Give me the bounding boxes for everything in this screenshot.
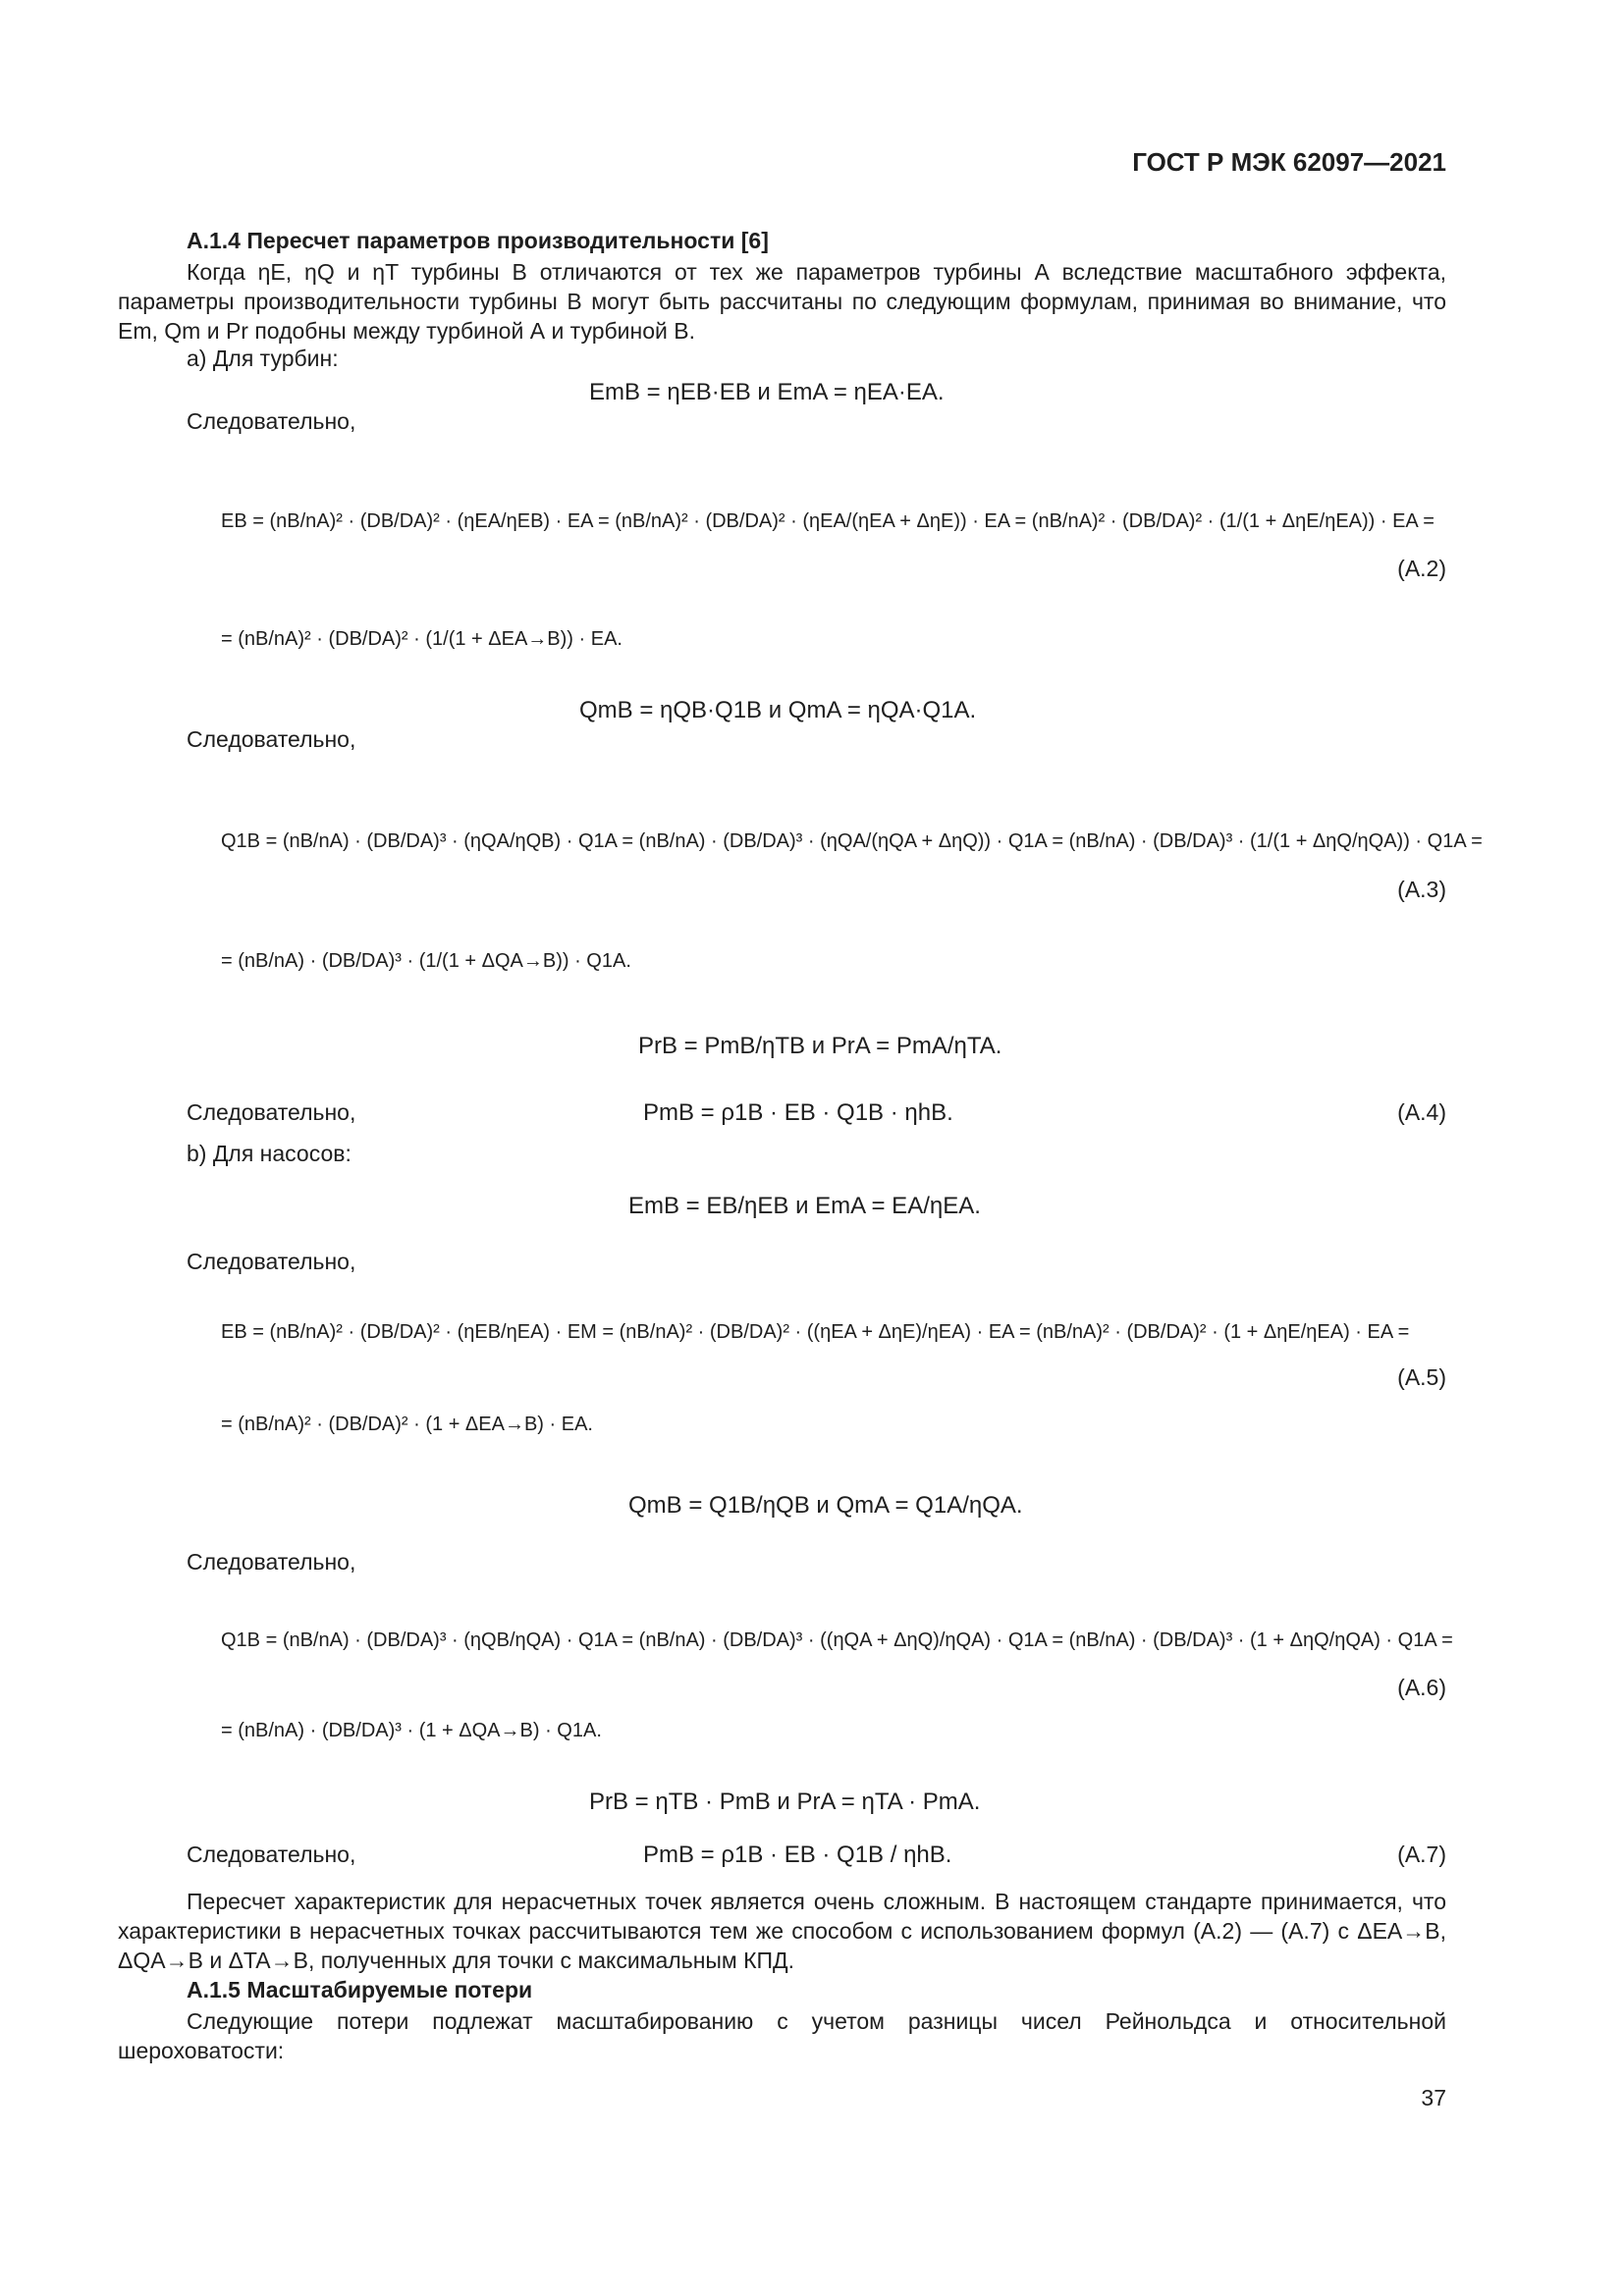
therefore-label-4: Следовательно, <box>187 1249 356 1274</box>
formula-a4: PmB = ρ1B · EB · Q1B · ηhB. <box>643 1099 953 1126</box>
formula-a3-line2: = (nB/nA) · (DB/DA)³ · (1/(1 + ΔQA→B)) · Q1A. <box>221 950 631 972</box>
formula-a2-line2: = (nB/nA)² · (DB/DA)² · (1/(1 + ΔEA→B)) · EA. <box>221 628 623 650</box>
formula-qm-pump: QmB = Q1B/ηQB и QmA = Q1A/ηQA. <box>628 1492 1023 1519</box>
formula-pr-turbine: PrB = PmB/ηTB и PrA = PmA/ηTA. <box>638 1033 1002 1059</box>
eq-number-a4: (А.4) <box>1397 1099 1446 1125</box>
eq-number-a7: (А.7) <box>1397 1842 1446 1867</box>
formula-a2-line1: EB = (nB/nA)² · (DB/DA)² · (ηEA/ηEB) · EA = (nB/nA)² · (DB/DA)² · (ηEA/(ηEA + ΔηE)) · EA = (nB/nA)² · (DB/DA)² · (1/(1 + ΔηE/ηEA)) · EA = <box>221 510 1435 532</box>
section-a15-title: А.1.5 Масштабируемые потери <box>187 1977 533 2002</box>
formula-a5-line1: EB = (nB/nA)² · (DB/DA)² · (ηEB/ηEA) · EM = (nB/nA)² · (DB/DA)² · ((ηEA + ΔηE)/ηEA) · EA = (nB/nA)² · (DB/DA)² · (1 + ΔηE/ηEA) · EA = <box>221 1321 1410 1343</box>
therefore-label-5: Следовательно, <box>187 1549 356 1575</box>
eq-number-a6: (А.6) <box>1397 1675 1446 1700</box>
formula-a6-line2: = (nB/nA) · (DB/DA)³ · (1 + ΔQA→B) · Q1A. <box>221 1720 602 1741</box>
therefore-label-3: Следовательно, <box>187 1099 356 1125</box>
section-a14-intro: Когда ηE, ηQ и ηT турбины В отличаются от тех же параметров турбины А вследствие масштабного эффекта, параметры производительности турбины В могут быть рассчитаны по следующим формулам, принимая во внимание, что Em, Qm и Pr подобны между турбиной А и турбиной В. <box>118 259 1446 344</box>
therefore-label-1: Следовательно, <box>187 408 356 434</box>
formula-a7: PmB = ρ1B · EB · Q1B / ηhB. <box>643 1842 952 1868</box>
pumps-label: b) Для насосов: <box>187 1141 352 1166</box>
closing-paragraph: Пересчет характеристик для нерасчетных точек является очень сложным. В настоящем стандарте принимается, что характеристики в нерасчетных точках рассчитываются тем же способом с использованием формул (А.2) — (А.7) с ΔEA→B, ΔQA→B и ΔTA→B, полученных для точки с максимальным КПД. <box>118 1889 1446 1973</box>
therefore-label-2: Следовательно, <box>187 726 356 752</box>
formula-pr-pump: PrB = ηTB · PmB и PrA = ηTA · PmA. <box>589 1789 981 1815</box>
page-number: 37 <box>1421 2085 1446 2110</box>
eq-number-a2: (А.2) <box>1397 556 1446 581</box>
formula-em-turbine: EmB = ηEB·EB и EmA = ηEA·EA. <box>589 379 945 405</box>
eq-number-a5: (А.5) <box>1397 1364 1446 1390</box>
section-a15-text: Следующие потери подлежат масштабированию с учетом разницы чисел Рейнольдса и относительной шероховатости: <box>118 2008 1446 2063</box>
formula-qm-turbine: QmB = ηQB·Q1B и QmA = ηQA·Q1A. <box>579 697 977 723</box>
turbines-label: а) Для турбин: <box>187 346 339 371</box>
document-code-header: ГОСТ Р МЭК 62097—2021 <box>1132 147 1446 177</box>
eq-number-a3: (А.3) <box>1397 877 1446 902</box>
formula-a5-line2: = (nB/nA)² · (DB/DA)² · (1 + ΔEA→B) · EA. <box>221 1414 593 1435</box>
formula-a3-line1: Q1B = (nB/nA) · (DB/DA)³ · (ηQA/ηQB) · Q1A = (nB/nA) · (DB/DA)³ · (ηQA/(ηQA + ΔηQ)) · Q1A = (nB/nA) · (DB/DA)³ · (1/(1 + ΔηQ/ηQA)) · Q1A = <box>221 830 1483 852</box>
therefore-label-6: Следовательно, <box>187 1842 356 1867</box>
formula-a6-line1: Q1B = (nB/nA) · (DB/DA)³ · (ηQB/ηQA) · Q1A = (nB/nA) · (DB/DA)³ · ((ηQA + ΔηQ)/ηQA) · Q1A = (nB/nA) · (DB/DA)³ · (1 + ΔηQ/ηQA) · Q1A = <box>221 1629 1453 1651</box>
formula-em-pump: EmB = EB/ηEB и EmA = EA/ηEA. <box>628 1193 981 1219</box>
section-a14-title: А.1.4 Пересчет параметров производительности [6] <box>187 228 769 253</box>
